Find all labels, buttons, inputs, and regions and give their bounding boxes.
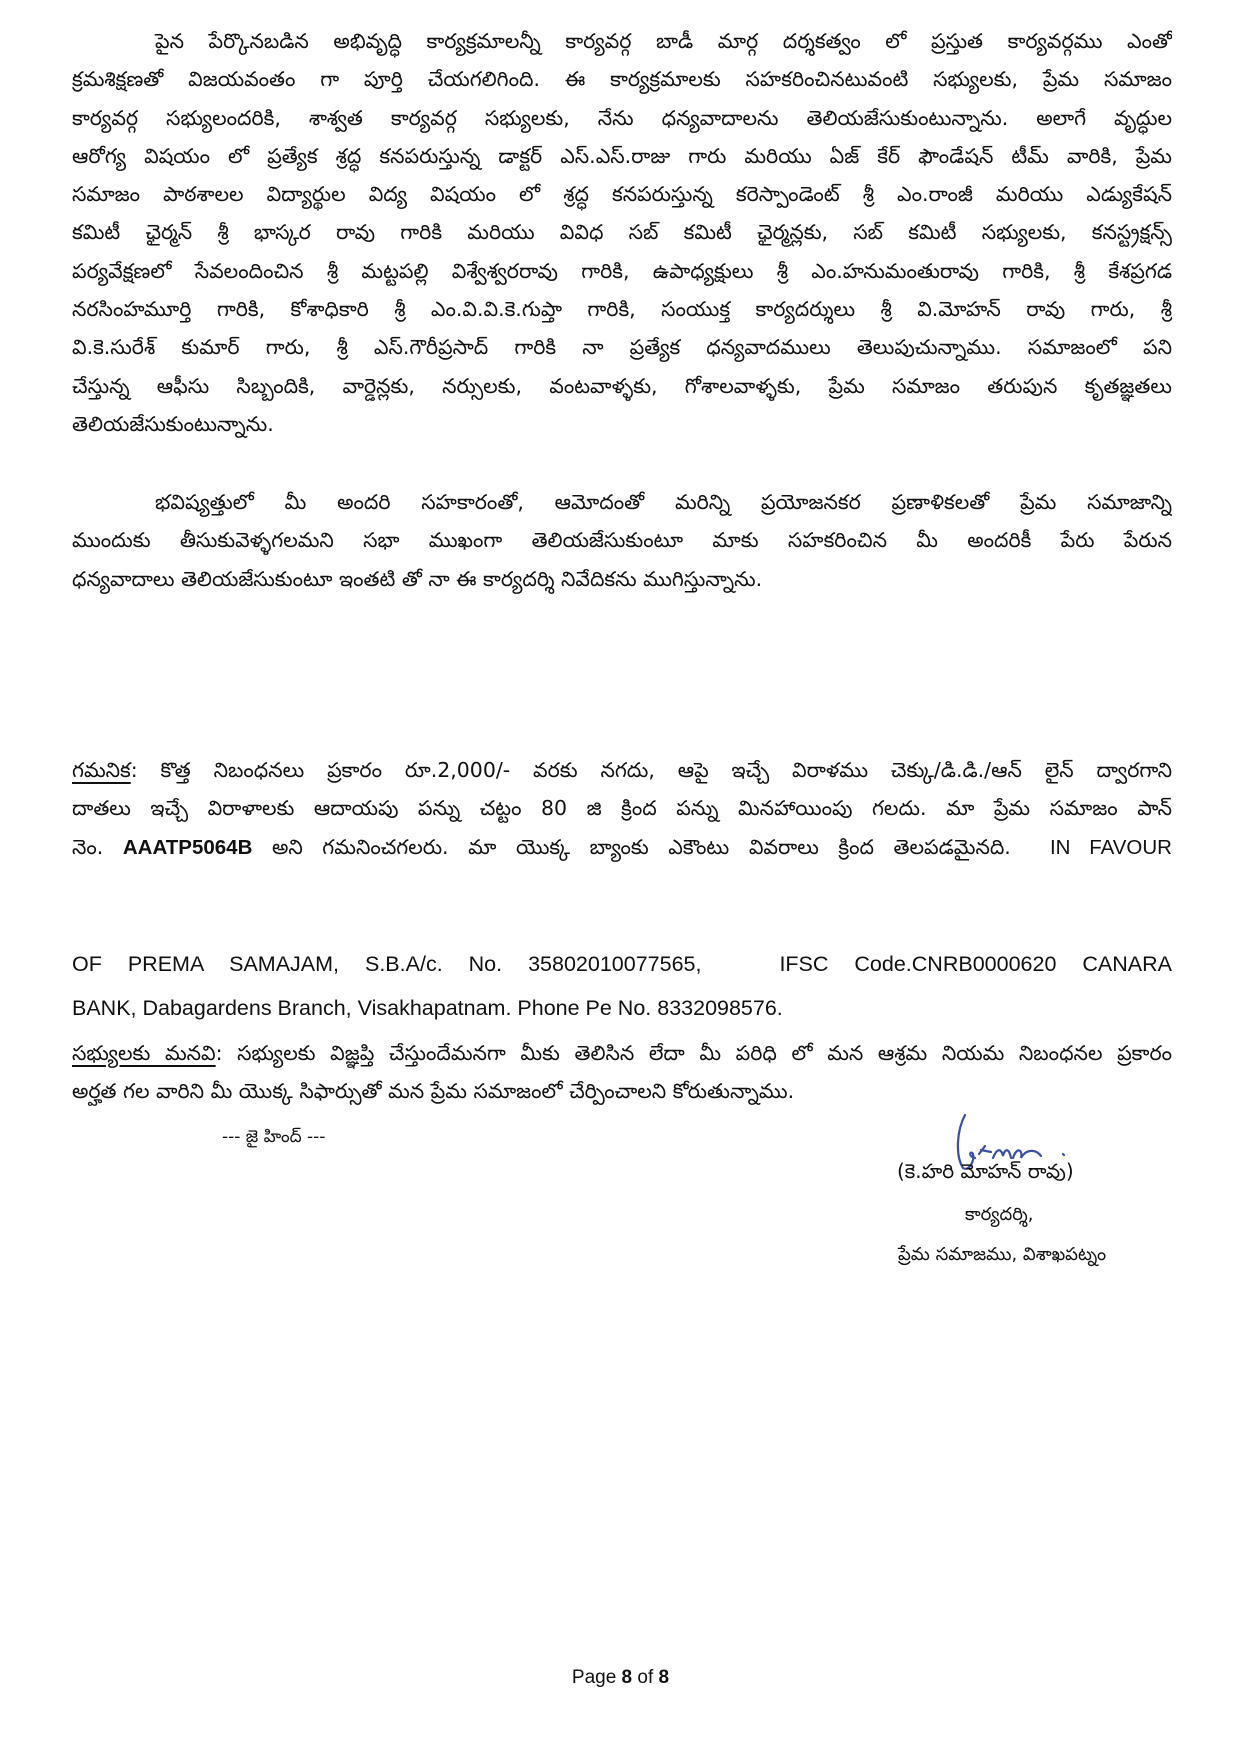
signatory-designation: కార్యదర్శి, [965, 1204, 1034, 1225]
signatory-name: (కె.హరి మోహన్ రావు) [897, 1159, 1074, 1183]
text-line: ఆరోగ్య విషయం లో ప్రత్యేక శ్రద్ధ కనపరుస్తున్న డాక్టర్ ఎస్.ఎస్.రాజు గారు మరియు ఏజ్ కేర్ ఫౌండేషన్ టీమ్ వారికి, ప్రేమ [72, 143, 1172, 168]
text-line: చేస్తున్న ఆఫీసు సిబ్బందికి, వార్డెన్లకు, నర్సులకు, వంటవాళ్ళకు, గోశాలవాళ్ళకు, ప్రేమ సమాజం తరుపున కృతజ్ఞతలు [72, 373, 1172, 398]
note-line [72, 751, 1172, 789]
appeal-section [72, 1034, 1172, 1111]
total-pages: 8 [658, 1667, 670, 1688]
note-line [72, 828, 1172, 866]
page-label: Page [571, 1667, 622, 1688]
note-section [72, 751, 1172, 866]
text-line: తెలియజేసుకుంటున్నాను. [72, 411, 274, 436]
signatory-organization: ప్రేమ సమాజము, విశాఖపట్నం [898, 1244, 1107, 1265]
text-line: వి.కె.సురేశ్ కుమార్ గారు, శ్రీ ఎస్.గౌరీప్రసాద్ గారికి నా ప్రత్యేక ధన్యవాదములు తెలుపుచున్నాము. సమాజంలో పని [72, 335, 1172, 360]
note-label: గమనిక [72, 758, 131, 782]
appeal-label: సభ్యులకు మనవి [72, 1041, 216, 1065]
page-number [0, 1667, 1241, 1689]
paragraph-acknowledgements [72, 22, 1172, 443]
text-line: కమిటీ ఛైర్మన్ శ్రీ భాస్కర రావు గారికి మరియు వివిధ సబ్ కమిటీ ఛైర్మన్లకు, సబ్ కమిటీ సభ్యులకు, కనస్ట్రక్షన్స్ [72, 220, 1172, 245]
bank-details [72, 941, 1172, 1028]
appeal-line [72, 1034, 1172, 1072]
text-line: పైన పేర్కొనబడిన అభివృద్ధి కార్యక్రమాలన్నీ కార్యవర్గ బాడీ మార్గ దర్శకత్వం లో ప్రస్తుత కార్యవర్గము ఎంతో [155, 29, 1172, 53]
pan-number: AAATP5064B [122, 835, 253, 859]
jai-hind-text: --- జై హింద్ --- [222, 1127, 326, 1147]
appeal-line: అర్హత గల వారిని మీ యొక్క సిఫార్సుతో మన ప్రేమ సమాజంలో చేర్పించాలని కోరుతున్నాము. [72, 1079, 795, 1104]
bank-line: OF PREMA SAMAJAM, S.B.A/c. No. 35802010077565, IFSC Code.CNRB0000620 CANARA [72, 952, 1172, 976]
text-line: ధన్యవాదాలు తెలియజేసుకుంటూ ఇంతటి తో నా ఈ కార్యదర్శి నివేదికను ముగిస్తున్నాను. [72, 566, 763, 591]
note-text: అని గమనించగలరు. మా యొక్క బ్యాంకు ఎకౌంటు వివరాలు క్రింద తెలపడమైనది. [252, 834, 1050, 859]
page-of-label: of [632, 1667, 659, 1688]
text-line: ముందుకు తీసుకువెళ్ళగలమని సభా ముఖంగా తెలియజేసుకుంటూ మాకు సహకరించిన మీ అందరికీ పేరు పేరున [72, 528, 1172, 553]
text-line: సమాజం పాఠశాలల విద్యార్థుల విద్య విషయం లో శ్రద్ధ కనపరుస్తున్న కరెస్పాండెంట్ శ్రీ ఎం.రాంజీ మరియు ఎడ్యుకేషన్ [72, 182, 1172, 207]
note-text: నెం. [72, 834, 123, 859]
text-line: భవిష్యత్తులో మీ అందరి సహకారంతో, ఆమోదంతో మరిన్ని ప్రయోజనకర ప్రణాళికలతో ప్రేమ సమాజాన్ని [155, 490, 1172, 514]
text-line: పర్యవేక్షణలో సేవలందించిన శ్రీ మట్టపల్లి విశ్వేశ్వరరావు గారికి, ఉపాధ్యక్షులు శ్రీ ఎం.హనుమంతురావు గారికి, శ్రీ కేశప్రగడ [72, 258, 1172, 283]
bank-line: BANK, Dabagardens Branch, Visakhapatnam. Phone Pe No. 8332098576. [72, 996, 783, 1020]
text-line: క్రమశిక్షణతో విజయవంతం గా పూర్తి చేయగలిగింది. ఈ కార్యక్రమాలకు సహకరించినటువంటి సభ్యులకు, ప్రేమ సమాజం [72, 67, 1172, 92]
note-text: : కొత్త నిబంధనలు ప్రకారం రూ.2,000/- వరకు నగదు, ఆపై ఇచ్చే విరాళము చెక్కు/డి.డి./ఆన్ లైన్ ద్వారగాని [130, 758, 1172, 782]
text-line: నరసింహమూర్తి గారికి, కోశాధికారి శ్రీ ఎం.వి.వి.కె.గుప్తా గారికి, సంయుక్త కార్యదర్శులు శ్రీ వి.మోహన్ రావు గారు, శ్రీ [72, 297, 1172, 322]
current-page: 8 [621, 1667, 633, 1688]
text-line: కార్యవర్గ సభ్యులందరికి, శాశ్వత కార్యవర్గ సభ్యులకు, నేను ధన్యవాదాలను తెలియజేసుకుంటున్నాను. అలాగే వృద్ధుల [72, 105, 1172, 130]
appeal-text: : సభ్యులకు విజ్ఞప్తి చేస్తుందేమనగా మీకు తెలిసిన లేదా మీ పరిధి లో మన ఆశ్రమ నియమ నిబంధనల ప్రకారం [215, 1041, 1172, 1065]
note-line: దాతలు ఇచ్చే విరాళాలకు ఆదాయపు పన్ను చట్టం 80 జి క్రింద పన్ను మినహాయింపు గలదు. మా ప్రేమ సమాజం పాన్ [72, 796, 1172, 821]
paragraph-closing [72, 483, 1172, 598]
in-favour-text: IN FAVOUR [1049, 835, 1172, 859]
